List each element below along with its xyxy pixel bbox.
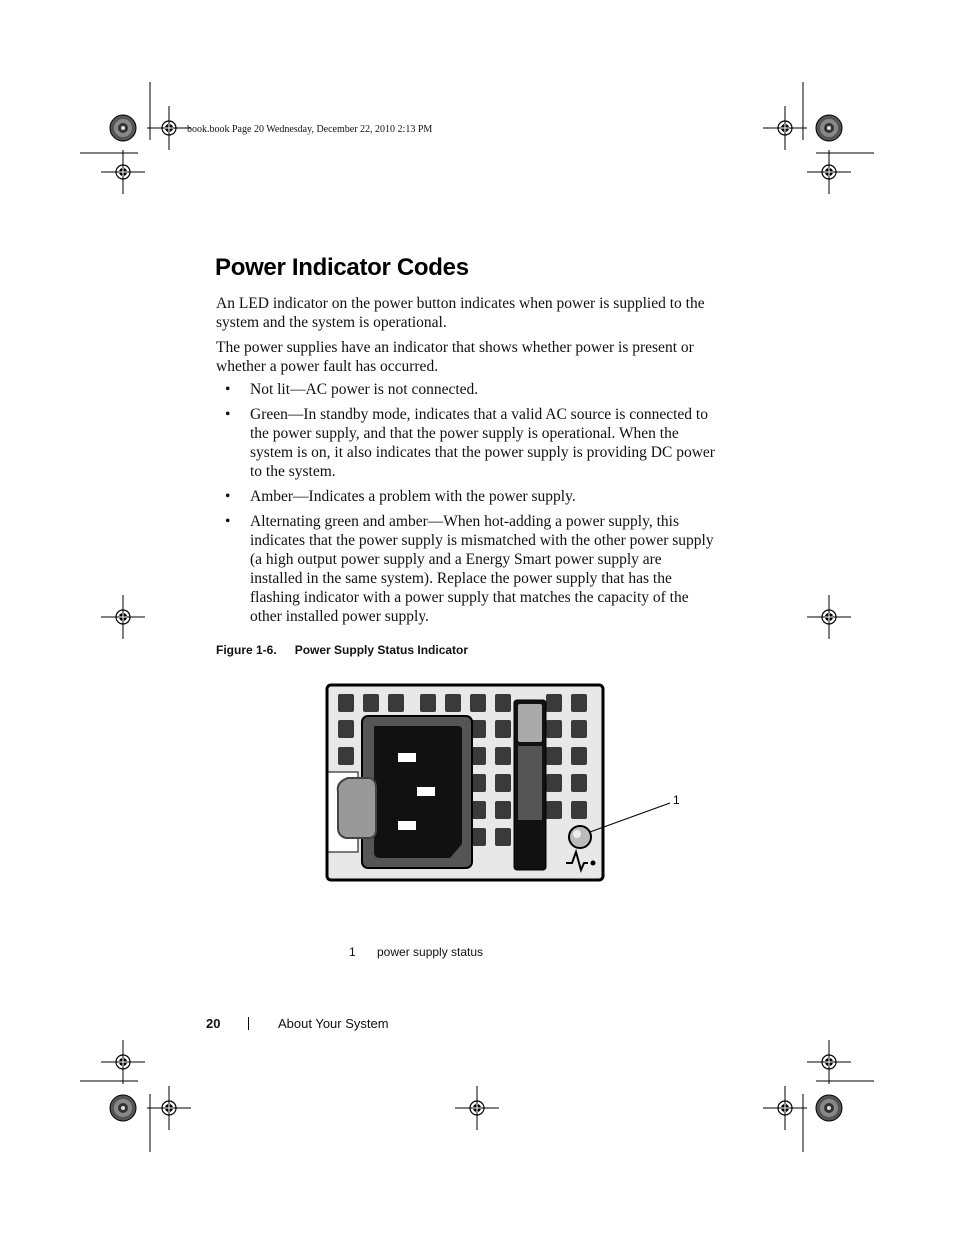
list-item (216, 380, 716, 399)
figure-title: Power Supply Status Indicator (294, 643, 469, 657)
list-item (216, 512, 716, 626)
list-item (216, 405, 716, 481)
figure-label: Figure 1-6. (216, 643, 277, 657)
list-item-text: Not lit—AC power is not connected. (250, 381, 479, 398)
footer-divider (248, 1017, 249, 1030)
callout-label: 1 (673, 793, 680, 807)
footer-section-title: About Your System (278, 1016, 389, 1031)
page-number: 20 (206, 1016, 221, 1031)
page-heading: Power Indicator Codes (215, 254, 469, 281)
bullet-icon: • (225, 381, 231, 398)
bullet-icon: • (225, 513, 231, 530)
list-item-text: Alternating green and amber—When hot-adding a power supply, this indicates that the power supply is mismatched with the other power supply (a high output power supply and a Energy Smart power supply are installed in the same system). Replace the power supply that has the flashing indicator with a power supply that matches the capacity of the other installed power supply. (250, 513, 714, 625)
legend-number: 1 (349, 945, 356, 959)
list-item-text: Amber—Indicates a problem with the power supply. (250, 488, 576, 505)
bullet-icon: • (225, 406, 231, 423)
figure-legend (349, 945, 483, 959)
list-item (216, 487, 716, 506)
figure-caption (216, 643, 468, 657)
status-led-icon (569, 826, 591, 848)
indicator-code-list (216, 380, 716, 632)
print-slug: book.book Page 20 Wednesday, December 22, 2010 2:13 PM (187, 124, 433, 135)
power-supply-illustration (320, 680, 700, 890)
paragraph-1: An LED indicator on the power button indicates when power is supplied to the system and the system is operational. (216, 295, 705, 331)
paragraph-2: The power supplies have an indicator that shows whether power is present or whether a power fault has occurred. (216, 339, 694, 375)
list-item-text: Green—In standby mode, indicates that a valid AC source is connected to the power supply, and that the power supply is operational. When the system is on, it also indicates that the power supply is providing DC power to the system. (250, 406, 715, 480)
legend-text: power supply status (377, 945, 484, 959)
bullet-icon: • (225, 488, 231, 505)
